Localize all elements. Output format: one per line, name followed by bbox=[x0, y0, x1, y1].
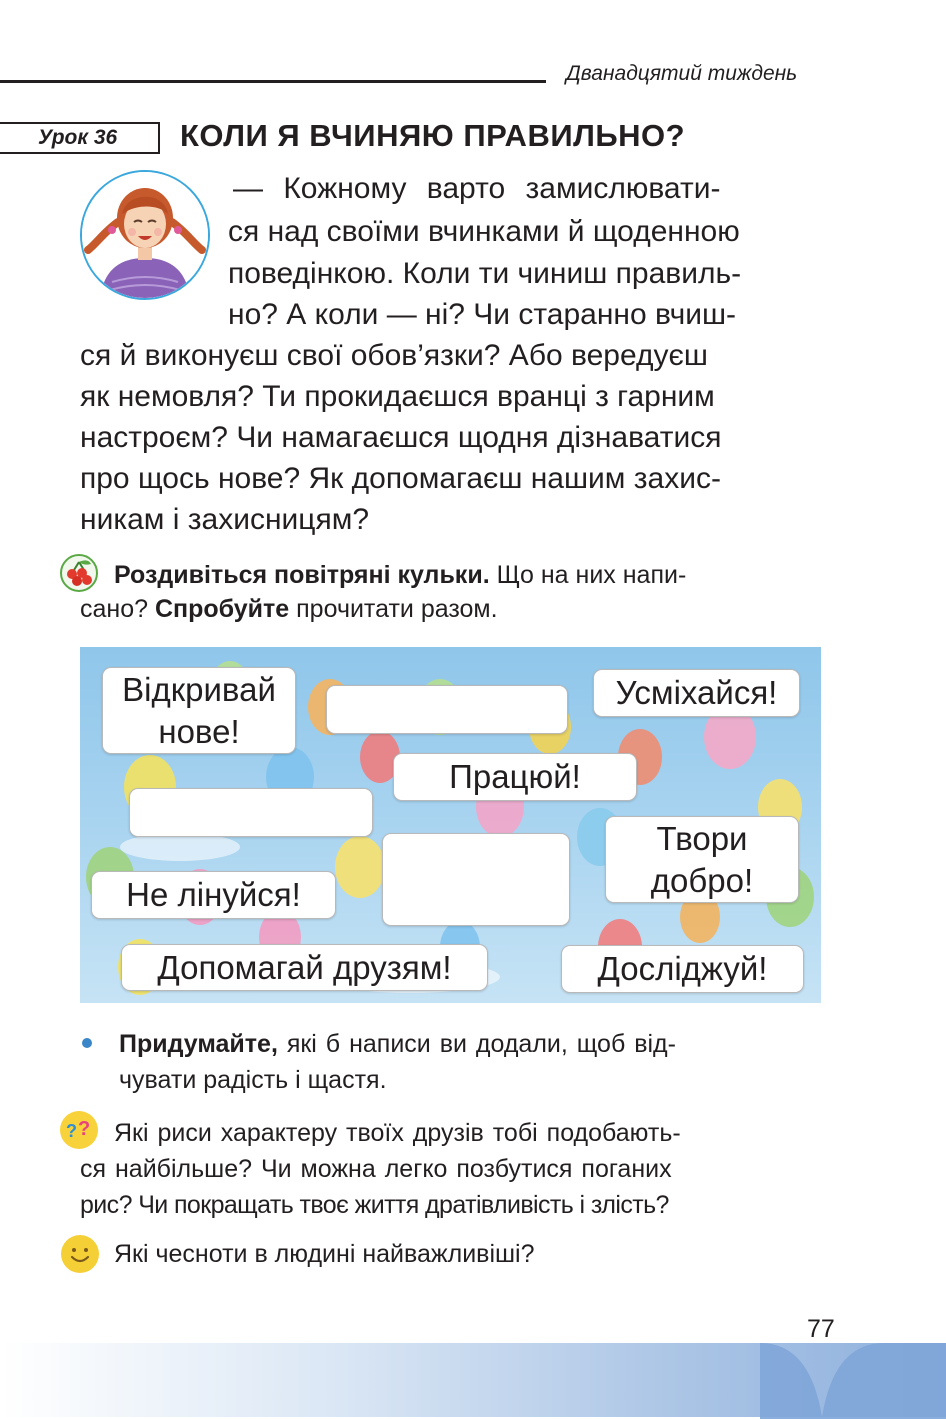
balloon-card-blank bbox=[129, 788, 373, 837]
task-bold: Роздивіться повітряні кульки. bbox=[114, 561, 490, 589]
intro-line: но? А коли — ні? Чи старанно вчиш- bbox=[228, 298, 737, 331]
balloon-card: Твори добро! bbox=[605, 816, 799, 903]
lesson-title: КОЛИ Я ВЧИНЯЮ ПРАВИЛЬНО? bbox=[180, 118, 686, 153]
week-title: Дванадцятий тиждень bbox=[566, 62, 798, 85]
bullet-text: які б написи ви додали, щоб від- bbox=[277, 1030, 676, 1058]
intro-line: ся й виконуєш свої обов’язки? Або вередуєш bbox=[80, 339, 708, 372]
task-bold: Спробуйте bbox=[154, 595, 290, 623]
question-line: рис? Чи покращать твоє життя дратівливість і злість? bbox=[80, 1191, 669, 1219]
task-text: Що на них напи- bbox=[489, 561, 687, 589]
task-text: сано? bbox=[80, 595, 155, 623]
balloon-card: Не лінуйся! bbox=[91, 871, 336, 919]
bullet-bold: Придумайте, bbox=[119, 1030, 278, 1058]
bullet-line bbox=[119, 1027, 676, 1061]
svg-text:?: ? bbox=[78, 1118, 91, 1140]
intro-line: про щось нове? Як допомагаєш нашим захис- bbox=[80, 462, 721, 495]
balloon-card: Відкривай нове! bbox=[102, 667, 296, 754]
bullet-dot bbox=[82, 1038, 92, 1048]
berries-icon bbox=[60, 554, 98, 592]
question-line: ся найбільше? Чи можна легко позбутися поганих bbox=[80, 1155, 672, 1183]
balloon-card-blank bbox=[326, 685, 568, 734]
intro-line: — Кожному варто замислювати- bbox=[233, 172, 721, 205]
intro-line: ся над своїми вчинками й щоденною bbox=[228, 215, 740, 248]
balloon-card: Досліджуй! bbox=[561, 945, 804, 993]
intro-line: як немовля? Ти прокидаєшся вранці з гарним bbox=[80, 380, 715, 413]
header-rule bbox=[0, 80, 546, 83]
question-line: Які риси характеру твоїх друзів тобі подобають- bbox=[114, 1119, 681, 1147]
balloons-image bbox=[80, 647, 821, 1003]
smile-icon bbox=[61, 1235, 99, 1273]
footer-band bbox=[0, 1343, 946, 1417]
balloon-card-blank bbox=[382, 833, 570, 926]
girl-avatar bbox=[80, 170, 210, 300]
lesson-label: Урок 36 bbox=[38, 126, 118, 149]
task-text: прочитати разом. bbox=[289, 595, 498, 623]
girl-illustration bbox=[82, 172, 208, 298]
balloon-card: Працюй! bbox=[393, 753, 637, 801]
intro-line: поведінкою. Коли ти чиниш правиль- bbox=[228, 257, 742, 290]
intro-line: никам і захисницям? bbox=[80, 503, 370, 536]
balloon-card: Усміхайся! bbox=[593, 669, 800, 717]
page-number: 77 bbox=[807, 1315, 835, 1343]
question-marks-icon bbox=[60, 1111, 98, 1149]
smile-question: Які чесноти в людині найважливіші? bbox=[114, 1240, 535, 1268]
intro-line: настроєм? Чи намагаєшся щодня дізнаватися bbox=[80, 421, 722, 454]
svg-text:?: ? bbox=[66, 1121, 77, 1141]
task-line bbox=[80, 592, 498, 626]
balloon-card: Допомагай друзям! bbox=[121, 944, 488, 991]
task-line bbox=[114, 558, 686, 592]
page-corner-shape bbox=[760, 1339, 946, 1419]
bullet-line: чувати радість і щастя. bbox=[119, 1066, 387, 1094]
